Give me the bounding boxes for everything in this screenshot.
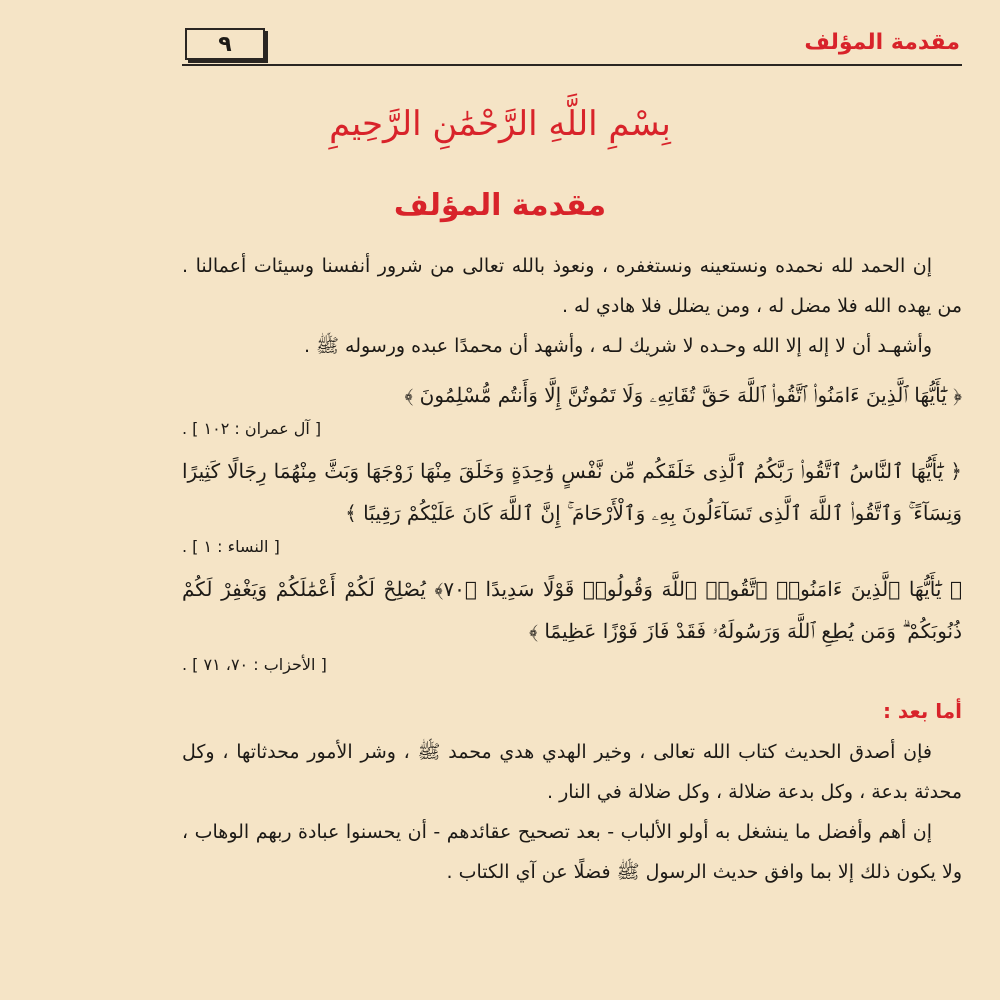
paragraph-hadith: فإن أصدق الحديث كتاب الله تعالى ، وخير الهدي هدي محمد ﷺ ، وشر الأمور محدثاتها ، وكل محدثة بدعة ، وكل بدعة ضلالة ، وكل ضلالة في النار . bbox=[182, 741, 962, 803]
quran-verse-1: ﴿ يَٰٓأَيُّهَا ٱلَّذِينَ ءَامَنُوا۟ ٱتَّقُوا۟ ٱللَّهَ حَقَّ تُقَاتِهِۦ وَلَا تَمُوتُنَّ إِلَّا وَأَنتُم مُّسْلِمُونَ ﴾ bbox=[404, 383, 962, 407]
verse-reference-1: [ آل عمران : ١٠٢ ] . bbox=[182, 419, 322, 438]
basmala-heading: بِسْمِ اللَّهِ الرَّحْمَٰنِ الرَّحِيمِ bbox=[329, 104, 671, 144]
header-divider bbox=[182, 64, 962, 66]
verse-reference-2: [ النساء : ١ ] . bbox=[182, 537, 280, 556]
page-number: ٩ bbox=[218, 31, 232, 57]
quran-verse-3: ﴿ يَٰٓأَيُّهَا ٱلَّذِينَ ءَامَنُوا۟ ٱتَّقُوا۟ ٱللَّهَ وَقُولُوا۟ قَوْلًا سَدِيدًا ﴿٧٠﴾ يُصْلِحْ لَكُمْ أَعْمَٰلَكُمْ وَيَغْفِرْ لَكُمْ ذُنُوبَكُمْ ۗ وَمَن يُطِعِ ٱللَّهَ وَرَسُولَهُۥ فَقَدْ فَازَ فَوْزًا عَظِيمًا ﴾ bbox=[182, 577, 963, 643]
section-heading: أما بعد : bbox=[882, 699, 962, 723]
page-number-box bbox=[185, 28, 265, 60]
paragraph-worship: إن أهم وأفضل ما ينشغل به أولو الألباب - بعد تصحيح عقائدهم - أن يحسنوا عبادة ربهم الوهاب ، ولا يكون ذلك إلا بما وافق حديث الرسول ﷺ فضلًا عن آي الكتاب . bbox=[182, 821, 962, 883]
verse-reference-3: [ الأحزاب : ٧٠، ٧١ ] . bbox=[182, 655, 327, 674]
quran-verse-2: ﴿ يَٰٓأَيُّهَا ٱلنَّاسُ ٱتَّقُوا۟ رَبَّكُمُ ٱلَّذِى خَلَقَكُم مِّن نَّفْسٍ وَٰحِدَةٍ وَخَلَقَ مِنْهَا زَوْجَهَا وَبَثَّ مِنْهُمَا رِجَالًا كَثِيرًا وَنِسَآءً ۚ وَٱتَّقُوا۟ ٱللَّهَ ٱلَّذِى تَسَآءَلُونَ بِهِۦ وَٱلْأَرْحَامَ ۚ إِنَّ ٱللَّهَ كَانَ عَلَيْكُمْ رَقِيبًا ﴾ bbox=[182, 459, 962, 525]
chapter-title: مقدمة المؤلف bbox=[393, 188, 607, 223]
paragraph-praise: إن الحمد لله نحمده ونستعينه ونستغفره ، ونعوذ بالله تعالى من شرور أنفسنا وسيئات أعمالنا . من يهده الله فلا مضل له ، ومن يضلل فلا هادي له . bbox=[182, 255, 962, 317]
running-header-title: مقدمة المؤلف bbox=[804, 30, 960, 55]
paragraph-testimony: وأشهـد أن لا إله إلا الله وحـده لا شريك لـه ، وأشهد أن محمدًا عبده ورسوله ﷺ . bbox=[303, 335, 932, 357]
page-body bbox=[182, 246, 962, 892]
